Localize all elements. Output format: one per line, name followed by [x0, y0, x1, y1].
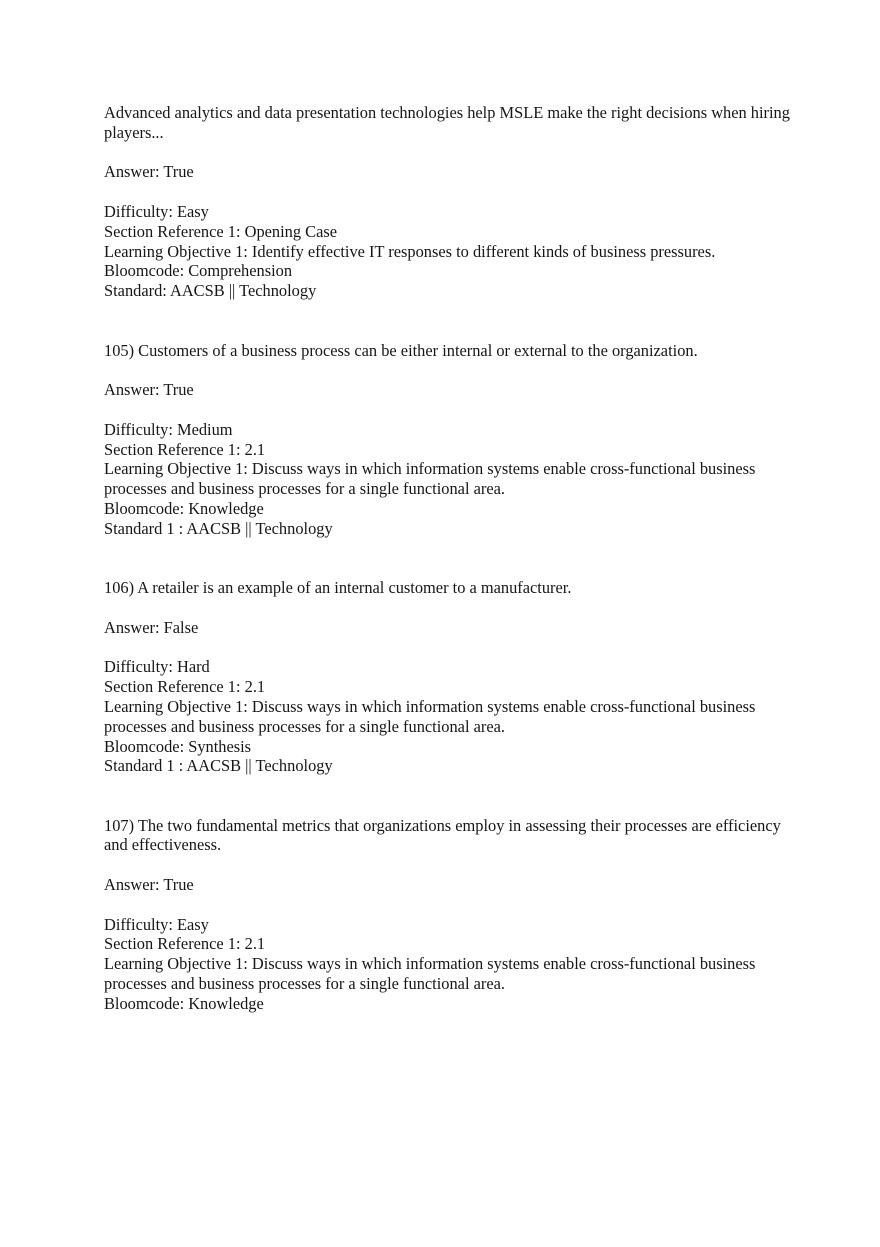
learning-objective-text: Learning Objective 1: Discuss ways in which information systems enable cross-functional business processes and business processes for a single functional area.: [104, 696, 760, 736]
learning-objective-text: Learning Objective 1: Discuss ways in which information systems enable cross-functional business processes and business processes for a single functional area.: [104, 954, 760, 994]
question-block: [104, 816, 804, 1014]
section-reference-text: Section Reference 1: Opening Case: [104, 221, 338, 241]
section-reference-text: Section Reference 1: 2.1: [104, 439, 266, 459]
difficulty-text: Difficulty: Hard: [104, 657, 210, 677]
bloomcode-text: Bloomcode: Synthesis: [104, 736, 252, 756]
answer-text: Answer: False: [104, 617, 199, 637]
question-text: Advanced analytics and data presentation technologies help MSLE make the right decisions when hiring players...: [104, 103, 795, 142]
document-page: [104, 103, 804, 1014]
section-reference-text: Section Reference 1: 2.1: [104, 934, 266, 954]
difficulty-text: Difficulty: Medium: [104, 419, 233, 439]
bloomcode-text: Bloomcode: Knowledge: [104, 498, 264, 518]
standard-text: Standard 1 : AACSB || Technology: [104, 518, 333, 538]
standard-text: Standard: AACSB || Technology: [104, 281, 317, 301]
question-block: [104, 341, 804, 539]
answer-text: Answer: True: [104, 875, 194, 895]
difficulty-text: Difficulty: Easy: [104, 914, 209, 934]
answer-text: Answer: True: [104, 162, 194, 182]
answer-text: Answer: True: [104, 380, 194, 400]
question-text: 106) A retailer is an example of an internal customer to a manufacturer.: [104, 578, 572, 598]
section-reference-text: Section Reference 1: 2.1: [104, 677, 266, 697]
question-text: 107) The two fundamental metrics that organizations employ in assessing their processes are efficiency and effectiveness.: [104, 815, 785, 855]
question-block: [104, 103, 804, 301]
difficulty-text: Difficulty: Easy: [104, 201, 209, 221]
question-text: 105) Customers of a business process can be either internal or external to the organization.: [104, 340, 698, 360]
standard-text: Standard 1 : AACSB || Technology: [104, 756, 333, 776]
question-block: [104, 578, 804, 776]
bloomcode-text: Bloomcode: Comprehension: [104, 261, 293, 281]
learning-objective-text: Learning Objective 1: Identify effective IT responses to different kinds of business pressures.: [104, 241, 716, 261]
learning-objective-text: Learning Objective 1: Discuss ways in which information systems enable cross-functional business processes and business processes for a single functional area.: [104, 459, 760, 499]
bloomcode-text: Bloomcode: Knowledge: [104, 993, 264, 1013]
